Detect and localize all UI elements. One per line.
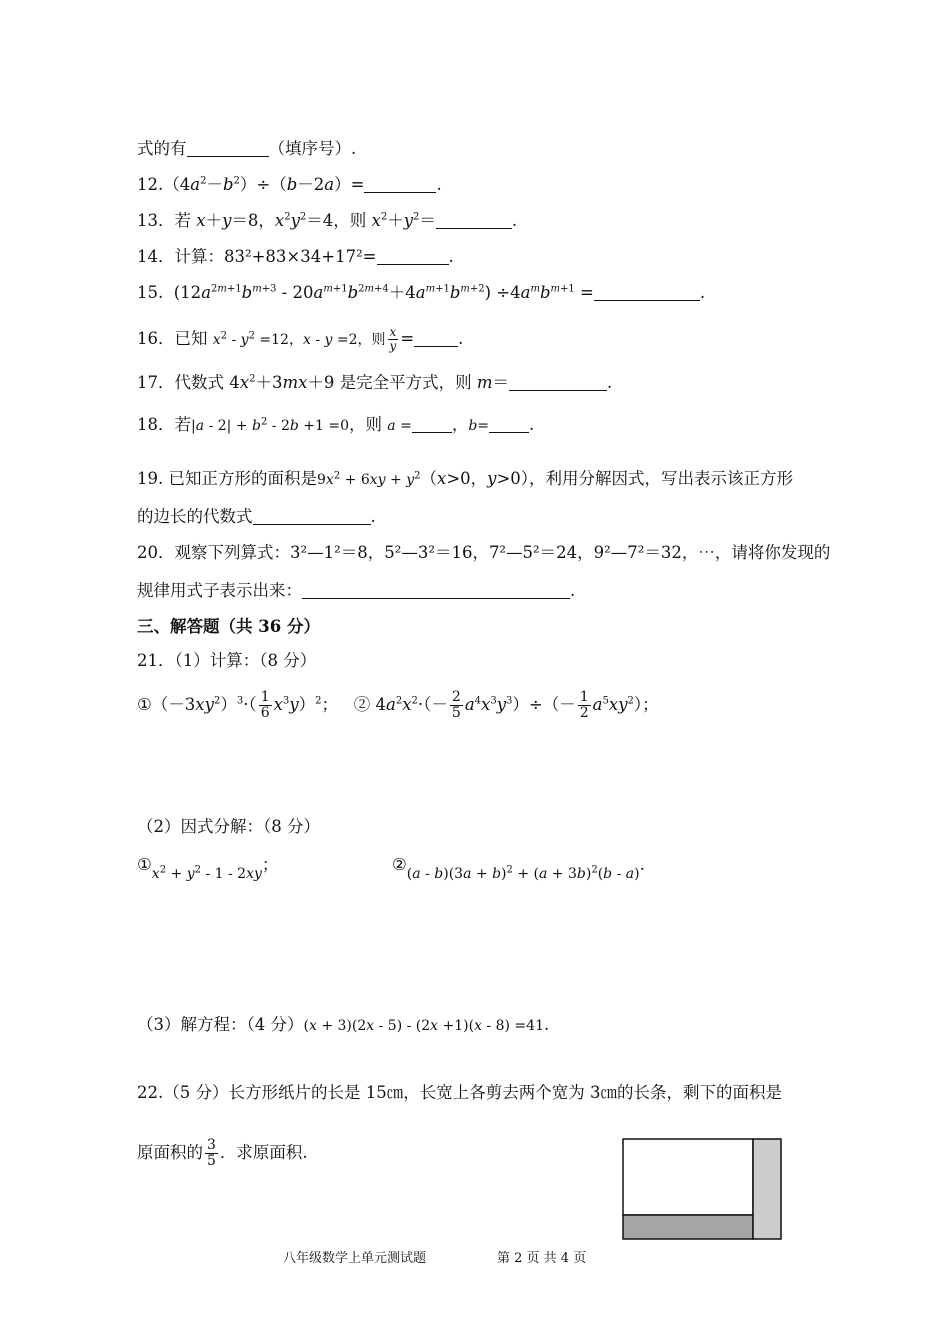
answer-blank <box>412 416 452 433</box>
question-20: 20．观察下列算式：3²—1²＝8，5²—3²＝16，7²—5²＝24，9²—7²＝32，⋯，请将你发现的 <box>137 543 831 562</box>
answer-blank <box>187 140 269 157</box>
section-3-heading: 三、解答题（共 36 分） <box>137 617 320 636</box>
question-18: 18．若$|a - 2| + b^2 - 2b +1 =0$，则 a = ，b= . <box>137 415 535 434</box>
question-22: 22.（5 分）长方形纸片的长是 15㎝，长宽上各剪去两个宽为 3㎝的长条，剩下的面积是 <box>137 1083 782 1102</box>
question-21-3: （3）解方程：（4 分）(x + 3)(2x - 5) - (2x +1)(x - 8) =41. <box>137 1015 550 1034</box>
question-13: 13．若 x＋y＝8，$x^2y^2=4$，则 $x^2+y^2=$ . <box>137 211 518 230</box>
question-22-cont: 原面积的 $\frac{3}{5}$ ．求原面积. <box>137 1137 308 1169</box>
question-16: 16．已知 $x^2 - y^2 =12$，x - y =2，则 $\frac{x}{y}$ = . <box>137 325 464 353</box>
question-21-2: （2）因式分解：（8 分） <box>137 817 320 836</box>
answer-blank <box>436 212 512 229</box>
answer-blank <box>489 416 529 433</box>
question-19-cont: 的边长的代数式 . <box>137 507 376 526</box>
fraction-x-over-y: $\frac{x}{y}$ <box>389 325 397 353</box>
cut-strip-bottom <box>623 1215 753 1239</box>
remaining-area <box>623 1139 753 1215</box>
question-12: $12.(4a^2-b^2)\div(b-2a)=$ . <box>137 175 442 194</box>
question-19: 19. 已知正方形的面积是$9x^2 + 6xy + y^2(x>0$，y>0），利用分解因式，写出表示该正方形 <box>137 469 794 488</box>
question-21-1: 21．（1）计算：（8 分） <box>137 651 317 670</box>
footer-title: 八年级数学上单元测试题 <box>283 1251 427 1266</box>
answer-blank <box>253 508 371 525</box>
question-21-1-expressions: $①(-3xy^2)^3\cdot$（ $\frac{1}{6}$ $x^3y)^2$； ② $4a^2x^2\cdot(-$ $\frac{2}{5}$ $a^4x^3y^3)\div(-$ $\frac{1}{2}$ $a^5xy^2$）； <box>137 689 659 721</box>
q11-tail: 式的有 （填序号）. <box>137 139 357 158</box>
cut-strip-right <box>753 1139 781 1239</box>
answer-blank <box>414 330 458 347</box>
answer-blank <box>302 582 570 599</box>
question-15: 15. $(12a^{2m+1}b^{m+3} - 20a^{m+1}b^{2m+4}+4a^{m+1}b^{m+2}) \div 4a^mb^{m+1}$ = . <box>137 283 706 302</box>
answer-blank <box>594 284 700 301</box>
answer-blank <box>377 248 449 265</box>
question-14: 14．计算：83²+83×34+17²= . <box>137 247 454 266</box>
rectangle-figure <box>620 1136 786 1244</box>
answer-blank <box>509 374 607 391</box>
question-20-cont: 规律用式子表示出来： . <box>137 581 576 600</box>
question-21-2-expr-1: $①_{x^2 + y^2 - 1 - 2xy}$； <box>137 855 279 882</box>
answer-blank <box>364 176 436 193</box>
question-17: 17．代数式 $4x^2+3mx+9$ 是完全平方式，则 m＝ . <box>137 373 613 392</box>
question-21-2-expr-2: $②_{(a - b)(3a + b)^2 + (a + 3b)^2(b - a)}$. <box>392 855 645 882</box>
footer-page: 第 2 页 共 4 页 <box>497 1251 587 1266</box>
